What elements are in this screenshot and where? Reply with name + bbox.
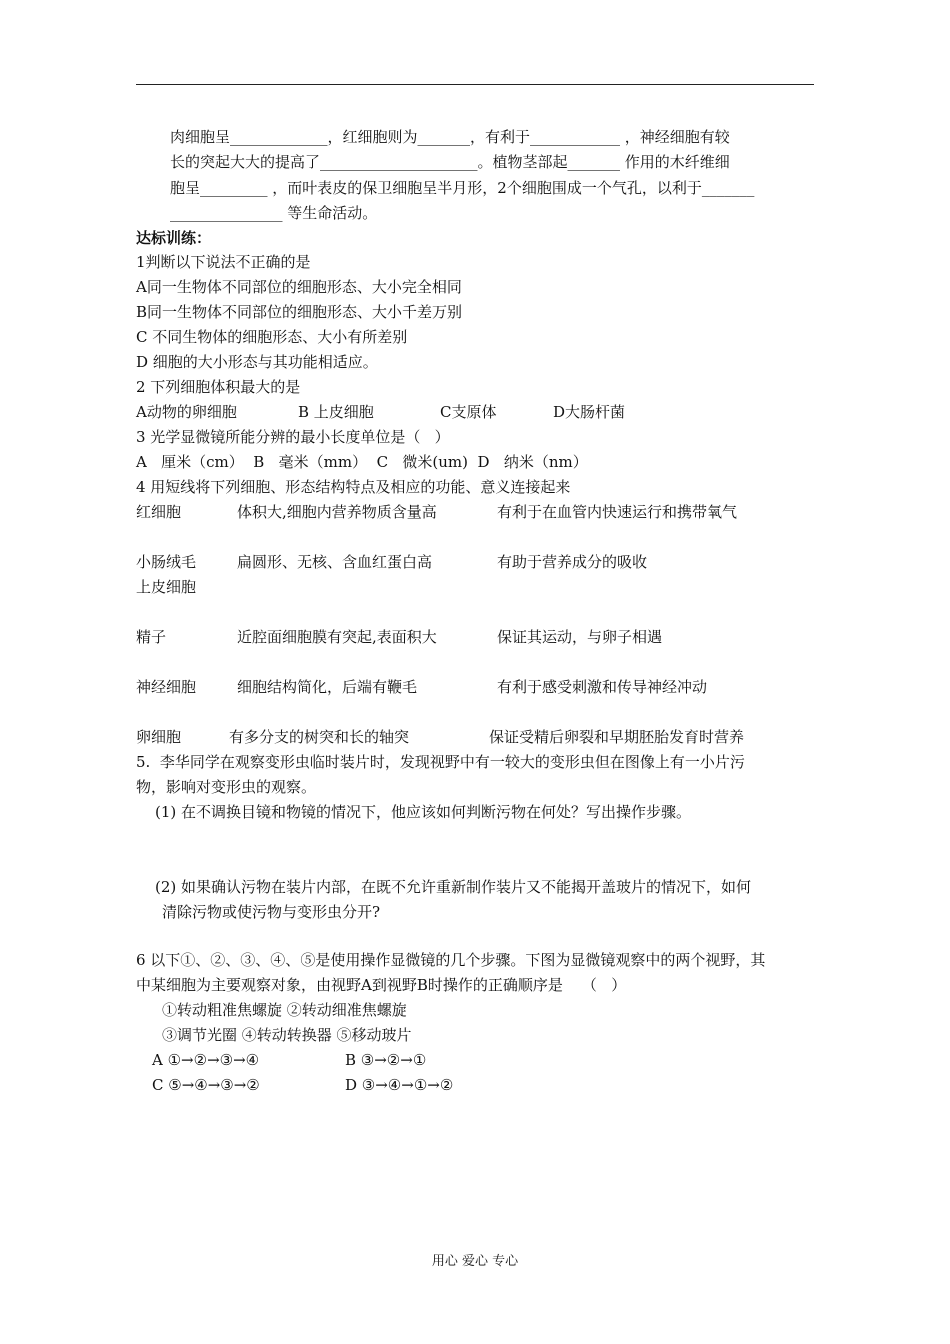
intro-line-2: 长的突起大大的提高了_____________________。植物茎部起_______ 作用的木纤维细 (170, 153, 730, 171)
q4-cell-name: 小肠绒毛 (136, 553, 197, 571)
q4-stem: 4 用短线将下列细胞、形态结构特点及相应的功能、意义连接起来 (136, 478, 571, 496)
intro-line-4: _______________ 等生命活动。 (170, 204, 378, 222)
q4-cell-function: 有利于在血管内快速运行和携带氧气 (497, 503, 738, 521)
q2-option-d: D大肠杆菌 (553, 403, 626, 421)
q3-options: A 厘米（cm） B 毫米（mm） C 微米(um) D 纳米（nm） (136, 453, 588, 471)
q1-option-a: A同一生物体不同部位的细胞形态、大小完全相同 (136, 278, 462, 296)
q5-stem-line-2: 物，影响对变形虫的观察。 (136, 778, 317, 796)
q5-subquestion-2: (2) 如果确认污物在装片内部，在既不允许重新制作装片又不能揭开盖玻片的情况下，如何 (155, 878, 752, 896)
q1-option-b: B同一生物体不同部位的细胞形态、大小千差万别 (136, 303, 463, 321)
q4-cell-name: 神经细胞 (136, 678, 197, 696)
q4-cell-function: 有利于感受刺激和传导神经冲动 (497, 678, 708, 696)
q4-cell-name: 精子 (136, 628, 167, 646)
q2-option-b: B 上皮细胞 (298, 403, 374, 421)
q4-cell-function: 保证受精后卵裂和早期胚胎发育时营养 (489, 728, 745, 746)
q6-option-d: D ③→④→①→② (345, 1076, 454, 1094)
page-footer: 用心 爱心 专心 (431, 1254, 519, 1269)
q6-option-c: C ⑤→④→③→② (152, 1076, 260, 1094)
q2-option-a: A动物的卵细胞 (136, 403, 237, 421)
q5-subquestion-2-cont: 清除污物或使污物与变形虫分开? (162, 903, 381, 921)
q4-cell-feature: 细胞结构简化，后端有鞭毛 (237, 678, 418, 696)
q4-cell-feature: 扁圆形、无核、含血红蛋白高 (237, 553, 433, 571)
q5-stem-line-1: 5. 李华同学在观察变形虫临时装片时，发现视野中有一较大的变形虫但在图像上有一小片污 (136, 753, 745, 771)
q5-subquestion-1: (1) 在不调换目镜和物镜的情况下，他应该如何判断污物在何处？写出操作步骤。 (155, 803, 692, 821)
q4-cell-name: 红细胞 (136, 503, 182, 521)
q6-stem-line-2: 中某细胞为主要观察对象，由视野A到视野B时操作的正确顺序是 （ ） (136, 976, 627, 994)
q4-cell-function: 保证其运动，与卵子相遇 (497, 628, 663, 646)
intro-line-1: 肉细胞呈_____________，红细胞则为_______，有利于____________ ，神经细胞有较 (170, 128, 730, 146)
q4-cell-name: 上皮细胞 (136, 578, 197, 596)
q1-option-d: D 细胞的大小形态与其功能相适应。 (136, 353, 378, 371)
q4-cell-function: 有助于营养成分的吸收 (497, 553, 648, 571)
q4-cell-name: 卵细胞 (136, 728, 182, 746)
q1-option-c: C 不同生物体的细胞形态、大小有所差别 (136, 328, 408, 346)
q6-option-b: B ③→②→① (345, 1051, 427, 1069)
q4-cell-feature: 有多分支的树突和长的轴突 (229, 728, 410, 746)
header-rule (136, 84, 814, 85)
intro-line-3: 胞呈_________ ，而叶表皮的保卫细胞呈半月形，2个细胞围成一个气孔，以利于_______ (170, 179, 755, 197)
q6-stem-line-1: 6 以下①、②、③、④、⑤是使用操作显微镜的几个步骤。下图为显微镜观察中的两个视野，其 (136, 951, 766, 969)
q4-cell-feature: 近腔面细胞膜有突起,表面积大 (237, 628, 437, 646)
q2-option-c: C支原体 (440, 403, 497, 421)
q3-stem: 3 光学显微镜所能分辨的最小长度单位是（ ） (136, 428, 450, 446)
q4-cell-feature: 体积大,细胞内营养物质含量高 (237, 503, 437, 521)
q6-steps-line-2: ③调节光圈 ④转动转换器 ⑤移动玻片 (162, 1026, 412, 1044)
section-title: 达标训练： (136, 229, 212, 247)
q1-stem: 1判断以下说法不正确的是 (136, 253, 311, 271)
q6-steps-line-1: ①转动粗准焦螺旋 ②转动细准焦螺旋 (162, 1001, 407, 1019)
q2-stem: 2 下列细胞体积最大的是 (136, 378, 301, 396)
q6-option-a: A ①→②→③→④ (152, 1051, 260, 1069)
